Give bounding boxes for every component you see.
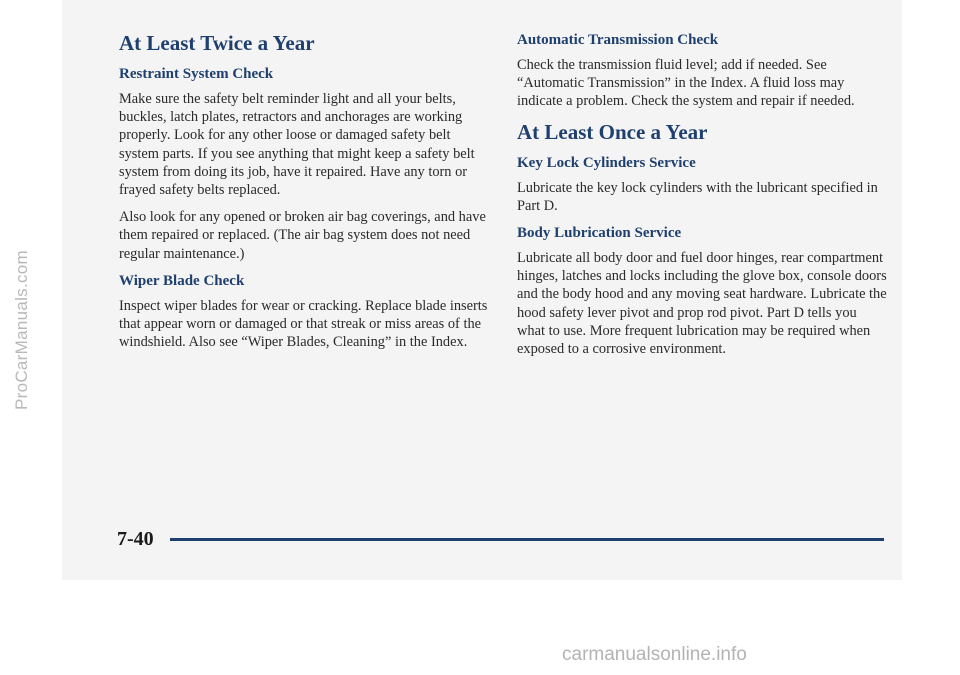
heading-wiper-blade-check: Wiper Blade Check — [119, 272, 245, 289]
heading-automatic-transmission-check: Automatic Transmission Check — [517, 32, 719, 48]
paragraph-key-lock-cylinders: Lubricate the key lock cylinders with the lubricant specified in Part D. — [517, 179, 878, 214]
paragraph-wiper-blade: Inspect wiper blades for wear or cracking. Replace blade inserts that appear worn or damaged or that streak or miss areas of the windshield. Also see “Wiper Blades, Cleaning” in the Index. — [119, 297, 488, 351]
paragraph-automatic-transmission: Check the transmission fluid level; add if needed. See “Automatic Transmission” in the Index. A fluid loss may indicate a problem. Check the system and repair if needed. — [517, 57, 855, 110]
side-watermark-text: ProCarManuals.com — [12, 249, 32, 411]
side-watermark — [2, 120, 42, 540]
heading-restraint-system-check: Restraint System Check — [119, 66, 274, 82]
right-column — [517, 31, 887, 367]
heading-body-lubrication: Body Lubrication Service — [517, 225, 682, 242]
section-title-twice-a-year: At Least Twice a Year — [119, 31, 315, 55]
section-title-once-a-year: At Least Once a Year — [517, 119, 708, 144]
heading-key-lock-cylinders: Key Lock Cylinders Service — [517, 154, 696, 171]
page-number: 7-40 — [117, 528, 154, 550]
paragraph-restraint-2: Also look for any opened or broken air bag coverings, and have them repaired or replaced. (The air bag system does not need regular maintenance.) — [119, 209, 486, 262]
bottom-watermark: carmanualsonline.info — [562, 644, 747, 665]
paragraph-body-lubrication: Lubricate all body door and fuel door hinges, rear compartment hinges, latches and locks including the glove box, console doors and the body hood and any moving seat hardware. Lubricate the hood safety lever pivot and prop rod pivot. Part D tells you what to use. More frequent lubrication may be required when exposed to a corrosive environment. — [517, 250, 887, 358]
left-column — [119, 31, 489, 360]
footer-rule — [170, 538, 884, 541]
paragraph-restraint-1: Make sure the safety belt reminder light and all your belts, buckles, latch plates, retractors and anchorages are working properly. Look for any other loose or damaged safety belt system parts. If you see anything that might keep a safety belt system from doing its job, have it repaired. Have any torn or frayed safety belts replaced. — [119, 91, 475, 199]
